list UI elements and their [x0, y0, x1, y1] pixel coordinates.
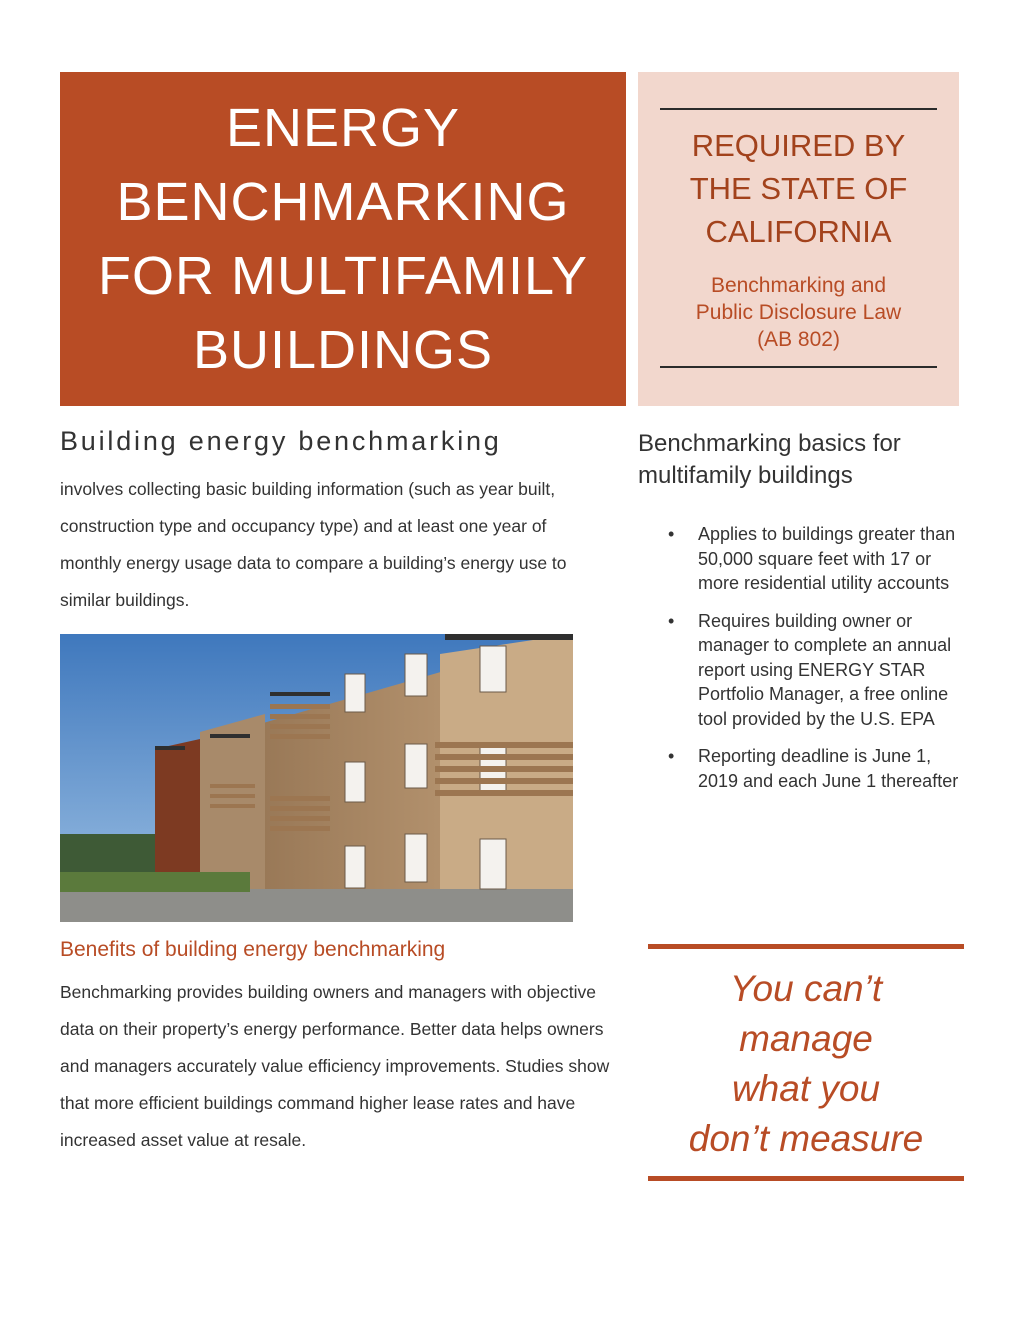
quote-line: what you — [731, 1068, 881, 1109]
requirement-title — [638, 124, 959, 253]
bullet-icon: • — [668, 610, 675, 631]
list-item-text: Applies to buildings greater than 50,000 square feet with 17 or more residential utility accounts — [698, 524, 956, 593]
quote-line: You can’t — [729, 968, 883, 1009]
requirement-title-line: REQUIRED BY — [691, 128, 906, 163]
apartment-building-photo — [60, 634, 573, 922]
benefits-heading: Benefits of building energy benchmarking — [60, 938, 446, 961]
basics-heading: Benchmarking basics for multifamily buildings — [638, 430, 901, 489]
title-line: ENERGY — [225, 98, 461, 158]
quote-line: don’t measure — [688, 1118, 924, 1159]
list-item — [664, 609, 964, 732]
basics-list — [664, 522, 964, 806]
requirement-subtitle — [638, 272, 959, 353]
title-banner — [60, 72, 626, 406]
divider — [660, 366, 937, 368]
list-item — [664, 744, 964, 793]
requirement-panel — [638, 72, 959, 406]
bullet-icon: • — [668, 746, 675, 766]
requirement-title-line: CALIFORNIA — [705, 214, 892, 249]
title-line: BENCHMARKING — [116, 172, 570, 232]
title-line: BUILDINGS — [192, 320, 494, 380]
intro-paragraph: involves collecting basic building information (such as year built, construction type and occupancy type) and at least one year of monthly energy usage data to compare a building’s energy use to similar buildings. — [60, 479, 567, 610]
pull-quote — [648, 964, 964, 1164]
list-item-text: Reporting deadline is June 1, 2019 and each June 1 thereafter — [698, 746, 959, 791]
requirement-subtitle-line: Public Disclosure Law — [695, 301, 902, 324]
list-item — [664, 522, 964, 596]
requirement-title-line: THE STATE OF — [689, 171, 908, 206]
list-item-text: Requires building owner or manager to complete an annual report using ENERGY STAR Portfolio Manager, a free online tool provided by the U.S. EPA — [698, 610, 952, 729]
quote-line: manage — [739, 1018, 873, 1059]
divider — [660, 108, 937, 110]
quote-divider — [648, 944, 964, 949]
benefits-paragraph: Benchmarking provides building owners and managers with objective data on their property’s energy performance. Better data helps owners and managers accurately value efficiency improvements. Studies show that more efficient buildings command higher lease rates and have increased asset value at resale. — [60, 982, 610, 1150]
title-line: FOR MULTIFAMILY — [97, 246, 589, 306]
intro-heading: Building energy benchmarking — [60, 426, 502, 456]
quote-divider — [648, 1176, 964, 1181]
requirement-subtitle-line: Benchmarking and — [710, 274, 887, 297]
requirement-subtitle-line: (AB 802) — [757, 328, 840, 351]
bullet-icon: • — [668, 524, 675, 544]
